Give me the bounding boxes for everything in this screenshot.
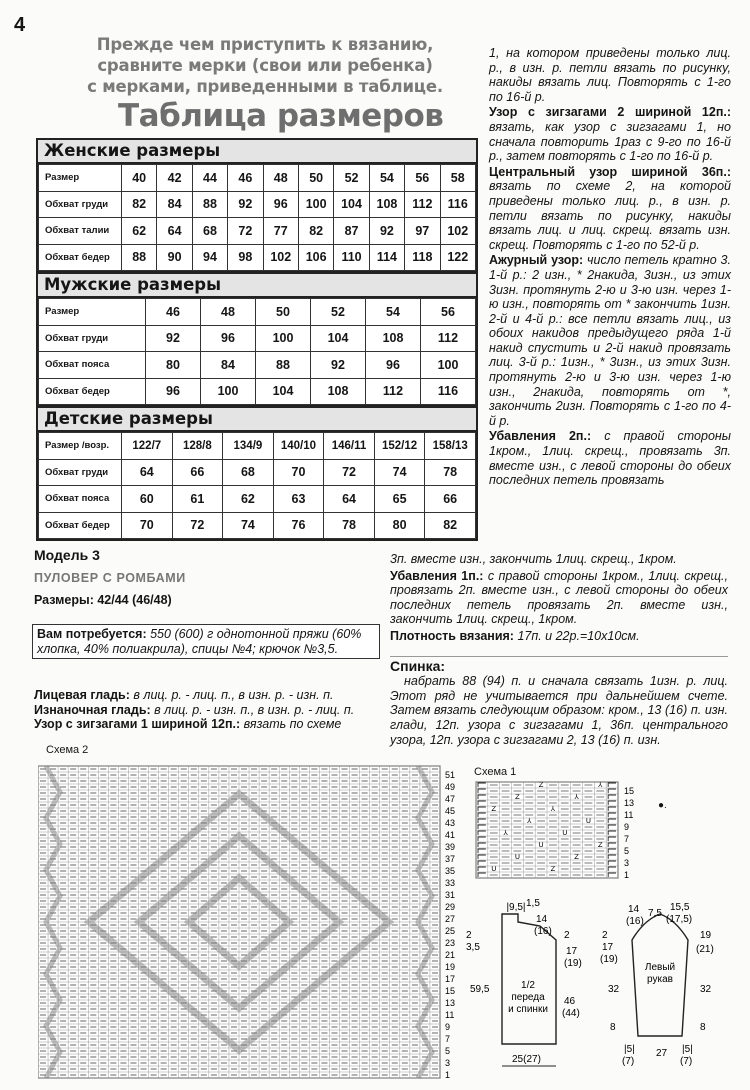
table-cell: 40 [122, 165, 157, 192]
table-cell: 72 [324, 459, 375, 486]
dim-label: (16) [626, 916, 644, 927]
table-cell: 140/10 [273, 433, 324, 460]
table-cell: 52 [311, 299, 366, 326]
stitch-symbol: Z [550, 865, 556, 873]
row-number: 13 [445, 998, 456, 1008]
row-number: 11 [445, 1010, 455, 1020]
intro-text [80, 34, 450, 97]
men-table-title: Мужские размеры [38, 274, 476, 298]
row-number: 17 [445, 974, 456, 984]
table-cell: 70 [273, 459, 324, 486]
piece-label: и спинки [508, 1004, 548, 1015]
table-cell: 88 [192, 191, 227, 218]
paragraph-heading: Ажурный узор: [489, 253, 584, 268]
stitch-symbol: Z [597, 841, 603, 849]
table-cell: 72 [172, 512, 223, 539]
dim-label: |5| [624, 1044, 635, 1055]
row-number: 45 [445, 806, 456, 816]
table-row [39, 325, 476, 352]
table-cell: 100 [298, 191, 333, 218]
table-cell: 98 [228, 244, 263, 271]
scheme1-row-numbers [624, 786, 634, 880]
table-cell: 70 [122, 512, 173, 539]
table-cell: 46 [146, 299, 201, 326]
table-cell: 54 [366, 299, 421, 326]
row-number: 21 [445, 950, 456, 960]
scheme2-grid [38, 766, 440, 1078]
paragraph: с правой стороны 1кром., 1лиц. скрещ., провязать 2п. вместе изн., с левой стороны до обеих последних петель провязать 2п. вместе изн., закончить 1лиц. скрещ., 1кром. [390, 568, 728, 627]
page-number: 4 [14, 14, 26, 36]
table-cell: 64 [157, 218, 192, 245]
table-cell: 78 [425, 459, 476, 486]
table-cell: 42 [157, 165, 192, 192]
table-cell: 87 [334, 218, 369, 245]
row-number: 7 [624, 834, 630, 844]
table-cell: 50 [256, 299, 311, 326]
row-number: 3 [624, 858, 630, 868]
materials-label: Вам потребуется: [37, 627, 147, 641]
dim-label: 3,5 [466, 942, 480, 953]
sizes-label: Размеры: [34, 593, 94, 608]
paragraph-heading: Плотность вязания: [390, 628, 514, 643]
row-number: 49 [445, 782, 456, 792]
table-cell: 46 [228, 165, 263, 192]
men-table [38, 298, 476, 405]
model-subtitle: ПУЛОВЕР С РОМБАМИ [34, 570, 186, 585]
stitch-text: вязать по схеме [243, 717, 342, 732]
table-cell: 128/8 [172, 433, 223, 460]
dim-label: 14 [536, 914, 548, 925]
row-number: 19 [445, 962, 456, 972]
table-row [39, 244, 476, 271]
row-number: 3 [445, 1058, 451, 1068]
table-cell: 54 [369, 165, 404, 192]
dim-label: |5| [682, 1044, 693, 1055]
right-column [489, 46, 731, 488]
dim-label: (7) [622, 1056, 635, 1067]
table-cell: 118 [405, 244, 440, 271]
paragraph: 3п. вместе изн., закончить 1лиц. скрещ., 1кром. [390, 552, 677, 566]
stitch-symbol: Z [491, 805, 497, 813]
paragraph: набрать 88 (94) п. и сначала связать 1изн. р. лиц. Этот ряд не учитывается при дальнейшем счете. Затем вязать следующим образом: кром., 13 (16) п. изн. глади, 12п. узора с зигзагами 1, 36п. центрального узора, 12п. узора с зигзагами 2, 13 (16) п. изн. [390, 674, 728, 747]
paragraph: число петель кратно 3. 1-й р.: 2 изн., * 2накида, 3изн., из этих 3изн. протянуть 2-ю и 3-ю изн. через 1-ю изн., повторять от * закончить 1изн. 2-й и 4-й р.: все петли вязать лиц., из обоих накидов предыдущего ряда 1-й накид спустить и 2-й накид провязать лиц. 3-й р.: 1изн., * 3изн., из этих 3изн. протянуть 2-ю и 3-ю изн. через 1-ю изн., 2накида, повторять от *, закончить 2изн. Повторять с 1-го по 4-й р. [489, 253, 731, 428]
intro-line: сравните мерки (свои или ребенка) [97, 56, 433, 75]
table-cell: 44 [192, 165, 227, 192]
table-cell: 82 [425, 512, 476, 539]
scheme2-chart [38, 760, 460, 1082]
dim-label: 2 [602, 930, 608, 941]
table-row [39, 191, 476, 218]
paragraph: 1, на котором приведены только лиц. р., в изн. р. петли вязать по рисунку, накиды вязать лиц. Повторять с 1-го по 16-й р. [489, 46, 731, 104]
dim-label: 14 [628, 904, 640, 915]
stitch-symbol: Z [515, 793, 520, 801]
table-cell: 108 [366, 325, 421, 352]
table-cell: 90 [157, 244, 192, 271]
dim-label: (17,5) [666, 914, 693, 925]
row-number: 51 [445, 770, 456, 780]
row-number: 5 [445, 1046, 451, 1056]
stitch-symbol: Z [538, 781, 544, 789]
table-cell: 65 [374, 486, 425, 513]
paragraph: 17п. и 22р.=10х10см. [517, 628, 640, 643]
table-row [39, 512, 476, 539]
row-label: Обхват бедер [39, 512, 122, 539]
row-number: 9 [445, 1022, 451, 1032]
table-cell: 92 [228, 191, 263, 218]
row-number: 41 [445, 830, 456, 840]
table-row [39, 299, 476, 326]
piece-label: переда [511, 992, 545, 1003]
table-cell: 146/11 [324, 433, 375, 460]
table-cell: 82 [122, 191, 157, 218]
table-cell: 108 [369, 191, 404, 218]
table-cell: 74 [374, 459, 425, 486]
table-cell: 96 [201, 325, 256, 352]
row-number: 15 [624, 786, 635, 796]
table-cell: 104 [256, 378, 311, 405]
row-label: Обхват пояса [39, 352, 146, 379]
row-number: 15 [445, 986, 456, 996]
row-label: Обхват груди [39, 325, 146, 352]
stitch-symbol: U [562, 829, 568, 837]
table-cell: 48 [201, 299, 256, 326]
sizes-value: 42/44 (46/48) [97, 593, 172, 608]
paragraph: вязать по схеме 2, на которой приведены только лиц. р., в изн. р. петли вязать по рисунку, накиды вязать лиц. и лиц. скрещ. вязать изн. скрещ. Повторять с 1-го по 52-й р. [489, 179, 731, 252]
scheme1-chart [472, 780, 642, 884]
table-cell: 108 [311, 378, 366, 405]
table-cell: 72 [228, 218, 263, 245]
row-number: 29 [445, 902, 456, 912]
materials-text: 550 (600) г однотонной пряжи (60% хлопка, 40% полиакрила), спицы №4; крючок №3,5. [37, 627, 362, 656]
row-label: Обхват бедер [39, 244, 122, 271]
table-cell: 88 [256, 352, 311, 379]
piece-label: Левый [644, 962, 676, 973]
table-cell: 122 [440, 244, 475, 271]
table-row [39, 459, 476, 486]
stitches-block [34, 688, 384, 732]
row-number: 1 [445, 1070, 451, 1080]
row-number: 43 [445, 818, 456, 828]
stitch-symbol: ⅄ [598, 781, 603, 789]
table-cell: 100 [421, 352, 476, 379]
row-number: 35 [445, 866, 456, 876]
stitch-symbol: ⅄ [503, 829, 508, 837]
women-table-title: Женские размеры [38, 140, 476, 164]
row-number: 27 [445, 914, 456, 924]
table-row [39, 165, 476, 192]
table-cell: 80 [374, 512, 425, 539]
row-number: 9 [624, 822, 630, 832]
table-cell: 56 [421, 299, 476, 326]
row-number: 7 [445, 1034, 451, 1044]
table-cell: 64 [122, 459, 173, 486]
intro-line: Прежде чем приступить к вязанию, [96, 35, 434, 54]
table-cell: 114 [369, 244, 404, 271]
kids-table [38, 432, 476, 539]
row-number: 5 [624, 846, 630, 856]
dim-label: (19) [564, 958, 582, 969]
table-cell: 88 [122, 244, 157, 271]
stitch-symbol: U [514, 853, 520, 861]
table-cell: 104 [334, 191, 369, 218]
women-size-table [36, 138, 478, 273]
table-cell: 92 [311, 352, 366, 379]
paragraph: вязать, как узор с зигзагами 1, но сначала повторить 1раз с 9-го по 16-й р., затем повторять с 1-го по 16-й р. [489, 119, 731, 164]
row-label: Обхват груди [39, 191, 122, 218]
dim-label: 32 [700, 984, 712, 995]
dim-label: 19 [700, 930, 712, 941]
stitch-heading: Лицевая гладь: [34, 688, 130, 702]
dim-label: (19) [600, 954, 618, 965]
scheme2-title: Схема 2 [46, 744, 89, 756]
stitch-symbol: ⅄ [574, 793, 579, 801]
dim-label: (21) [696, 944, 714, 955]
dim-label: 25(27) [512, 1054, 541, 1065]
dim-label: (16) [534, 926, 552, 937]
dim-label: 27 [656, 1048, 668, 1059]
mark-icon: ●. [658, 800, 667, 811]
table-cell: 96 [366, 352, 421, 379]
stitch-symbol: ⅄ [550, 805, 556, 813]
table-cell: 96 [263, 191, 298, 218]
table-cell: 116 [440, 191, 475, 218]
sleeve-pattern-diagram [596, 896, 726, 1086]
row-label: Размер [39, 165, 122, 192]
stitch-text: в лиц. р. - изн. п., в изн. р. - лиц. п. [154, 702, 355, 717]
table-row [39, 486, 476, 513]
dim-label: 2 [466, 930, 472, 941]
table-cell: 96 [146, 378, 201, 405]
table-cell: 92 [146, 325, 201, 352]
dim-label: 8 [610, 1022, 616, 1033]
table-cell: 122/7 [122, 433, 173, 460]
table-cell: 100 [201, 378, 256, 405]
table-cell: 78 [324, 512, 375, 539]
dim-label: 46 [564, 996, 576, 1007]
kids-table-title: Детские размеры [38, 408, 476, 432]
table-cell: 80 [146, 352, 201, 379]
body-pattern-diagram [460, 896, 600, 1086]
table-cell: 66 [172, 459, 223, 486]
table-cell: 84 [157, 191, 192, 218]
table-cell: 62 [223, 486, 274, 513]
table-cell: 62 [122, 218, 157, 245]
piece-label: рукав [647, 974, 673, 985]
table-cell: 158/13 [425, 433, 476, 460]
table-cell: 82 [298, 218, 333, 245]
stitch-text: в лиц. р. - лиц. п., в изн. р. - изн. п. [133, 688, 334, 702]
table-row [39, 433, 476, 460]
table-row [39, 218, 476, 245]
row-number: 25 [445, 926, 456, 936]
table-cell: 56 [405, 165, 440, 192]
table-cell: 63 [273, 486, 324, 513]
paragraph-heading: Центральный узор шириной 36п.: [489, 164, 731, 179]
table-cell: 52 [334, 165, 369, 192]
table-cell: 61 [172, 486, 223, 513]
table-cell: 112 [421, 325, 476, 352]
table-cell: 50 [298, 165, 333, 192]
dim-label: 32 [608, 984, 620, 995]
dim-label: 17 [602, 942, 614, 953]
men-size-table [36, 272, 478, 407]
stitch-symbol: U [538, 841, 544, 849]
row-number: 33 [445, 878, 456, 888]
dim-label: |9,5| [506, 902, 526, 913]
intro-line: с мерками, приведенными в таблице. [87, 77, 443, 96]
stitch-heading: Изнаночная гладь: [34, 702, 151, 717]
row-number: 23 [445, 938, 456, 948]
section-heading: Спинка: [390, 657, 446, 674]
table-cell: 116 [421, 378, 476, 405]
row-label: Размер /возр. [39, 433, 122, 460]
row-label: Обхват талии [39, 218, 122, 245]
paragraph-heading: Убавления 2п.: [489, 429, 592, 444]
dim-label: 59,5 [470, 984, 490, 995]
women-table [38, 164, 476, 271]
table-cell: 68 [223, 459, 274, 486]
table-cell: 97 [405, 218, 440, 245]
row-number: 47 [445, 794, 456, 804]
row-number: 11 [624, 810, 634, 820]
scheme2-row-numbers [445, 770, 455, 1080]
row-number: 37 [445, 854, 456, 864]
table-row [39, 378, 476, 405]
row-number: 13 [624, 798, 635, 808]
wide-column [390, 552, 728, 747]
table-cell: 104 [311, 325, 366, 352]
stitch-symbol: ⅄ [527, 817, 532, 825]
table-cell: 58 [440, 165, 475, 192]
table-cell: 76 [273, 512, 324, 539]
dim-label: (44) [562, 1008, 580, 1019]
stitch-symbol: Z [574, 853, 579, 861]
table-cell: 112 [405, 191, 440, 218]
dim-label: 17 [566, 946, 578, 957]
stitch-symbol: U [491, 865, 497, 873]
dim-label: 8 [700, 1022, 706, 1033]
model-block [34, 548, 384, 608]
model-title: Модель 3 [34, 547, 100, 563]
row-number: 39 [445, 842, 456, 852]
dim-label: 2 [564, 930, 570, 941]
table-cell: 106 [298, 244, 333, 271]
row-label: Обхват груди [39, 459, 122, 486]
dim-label: 7,5 [648, 908, 662, 919]
materials-box [32, 624, 380, 659]
table-row [39, 352, 476, 379]
dim-label: 1,5 [526, 898, 540, 909]
table-cell: 60 [122, 486, 173, 513]
table-cell: 66 [425, 486, 476, 513]
dim-label: (7) [680, 1056, 693, 1067]
stitch-symbol: U [585, 817, 591, 825]
table-cell: 94 [192, 244, 227, 271]
row-label: Обхват бедер [39, 378, 146, 405]
dim-label: 15,5 [670, 902, 690, 913]
piece-label: 1/2 [521, 980, 535, 991]
row-label: Обхват пояса [39, 486, 122, 513]
row-number: 1 [624, 870, 630, 880]
stitch-heading: Узор с зигзагами 1 шириной 12п.: [34, 717, 241, 732]
paragraph-heading: Убавления 1п.: [390, 568, 484, 583]
table-cell: 48 [263, 165, 298, 192]
table-cell: 102 [440, 218, 475, 245]
table-cell: 68 [192, 218, 227, 245]
table-cell: 77 [263, 218, 298, 245]
table-cell: 100 [256, 325, 311, 352]
table-cell: 110 [334, 244, 369, 271]
table-cell: 92 [369, 218, 404, 245]
table-cell: 64 [324, 486, 375, 513]
row-label: Размер [39, 299, 146, 326]
table-cell: 74 [223, 512, 274, 539]
table-cell: 84 [201, 352, 256, 379]
table-cell: 112 [366, 378, 421, 405]
kids-size-table [36, 406, 478, 541]
size-table-title: Таблица размеров [118, 98, 444, 134]
scheme1-title: Схема 1 [474, 766, 517, 778]
table-cell: 152/12 [374, 433, 425, 460]
paragraph-heading: Узор с зигзагами 2 шириной 12п.: [489, 105, 731, 120]
table-cell: 134/9 [223, 433, 274, 460]
paragraph: с правой стороны 1кром., 1лиц. скрещ., провязать 3п. вместе изн., с левой стороны до обеих последних петель провязать [489, 429, 731, 488]
row-number: 31 [445, 890, 456, 900]
table-cell: 102 [263, 244, 298, 271]
